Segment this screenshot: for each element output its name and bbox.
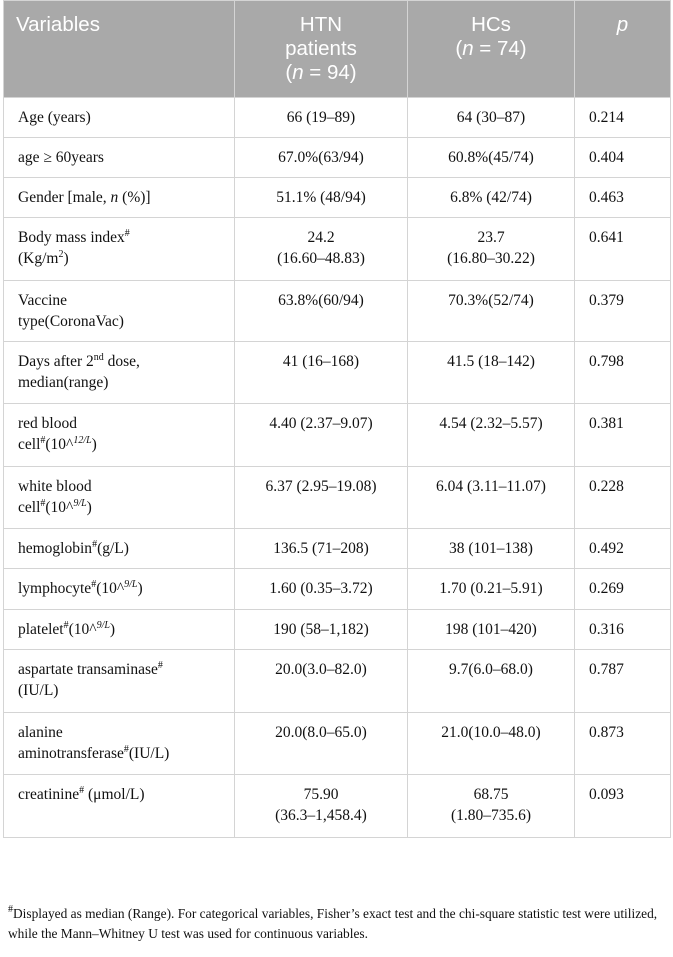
cell-variable-part: Gender [male, — [18, 189, 111, 206]
table-row — [4, 713, 671, 775]
cell-hcs — [408, 775, 575, 838]
cell-p: 0.492 — [575, 529, 671, 569]
cell-p: 0.093 — [575, 775, 671, 838]
cell-superscript: # — [40, 498, 46, 509]
table-row — [4, 178, 671, 218]
cell-htn: 190 (58–1,182) — [235, 610, 408, 650]
header-htn-line2: patients — [285, 37, 357, 60]
cell-superscript: 12/L — [73, 435, 92, 446]
cell-hcs: 64 (30–87) — [408, 98, 575, 138]
cell-p: 0.463 — [575, 178, 671, 218]
cell-variable — [4, 610, 235, 650]
cell-variable-part: alanine — [18, 724, 63, 741]
cell-p: 0.381 — [575, 404, 671, 467]
cell-superscript: 9/L — [124, 579, 138, 590]
header-htn-patients — [235, 1, 408, 98]
table-header — [4, 1, 671, 98]
cell-htn-range: (36.3–1,458.4) — [275, 807, 367, 824]
cell-variable-part: (10^ — [45, 499, 74, 516]
cell-p: 0.641 — [575, 218, 671, 281]
cell-variable-part: median(range) — [18, 374, 109, 391]
cell-hcs: 38 (101–138) — [408, 529, 575, 569]
cell-htn: 66 (19–89) — [235, 98, 408, 138]
header-htn-n-var: n — [292, 61, 304, 84]
table-row — [4, 610, 671, 650]
footnote-mark: # — [8, 904, 13, 915]
table-row — [4, 218, 671, 281]
cell-p: 0.269 — [575, 569, 671, 610]
cell-hcs: 6.8% (42/74) — [408, 178, 575, 218]
cell-hcs: 21.0(10.0–48.0) — [408, 713, 575, 775]
cell-htn: 67.0%(63/94) — [235, 138, 408, 178]
cell-variable-part: lymphocyte — [18, 580, 92, 597]
table-footnote — [8, 904, 670, 944]
cell-hcs: 1.70 (0.21–5.91) — [408, 569, 575, 610]
cell-variable — [4, 650, 235, 713]
cell-variable-part: (IU/L) — [128, 745, 170, 762]
cell-hcs: 70.3%(52/74) — [408, 281, 575, 342]
cell-variable-part: ) — [137, 580, 143, 597]
cell-htn: 51.1% (48/94) — [235, 178, 408, 218]
table-row — [4, 342, 671, 404]
header-row — [4, 1, 671, 98]
table-row — [4, 569, 671, 610]
cell-variable — [4, 775, 235, 838]
cell-variable-part: ) — [86, 499, 92, 516]
cell-htn: 20.0(3.0–82.0) — [235, 650, 408, 713]
cell-variable-part: dose, — [103, 353, 140, 370]
cell-htn: 1.60 (0.35–3.72) — [235, 569, 408, 610]
cell-superscript: # — [63, 620, 69, 631]
cell-variable-italic: n — [110, 189, 119, 206]
cell-variable-part: ) — [109, 621, 116, 638]
header-htn-n-rest: = 94) — [303, 61, 357, 84]
cell-p: 0.787 — [575, 650, 671, 713]
cell-superscript: # — [40, 435, 46, 446]
cell-p: 0.798 — [575, 342, 671, 404]
cell-variable-part: hemoglobin — [18, 540, 93, 557]
cell-hcs-range: (1.80–735.6) — [450, 807, 532, 824]
cell-variable-part: Days after 2 — [18, 353, 94, 370]
cell-variable — [4, 529, 235, 569]
table-row — [4, 404, 671, 467]
cell-htn-range: (16.60–48.83) — [277, 250, 365, 267]
header-p: p — [575, 1, 671, 98]
cell-variable-part: ) — [63, 250, 69, 267]
cell-variable-part: (Kg/m — [18, 250, 59, 267]
cell-variable: Age (years) — [4, 98, 235, 138]
table-row — [4, 650, 671, 713]
cell-variable-part: (g/L) — [97, 540, 129, 557]
cell-variable-part: aminotransferase — [18, 745, 124, 762]
cell-htn: 136.5 (71–208) — [235, 529, 408, 569]
cell-variable-part: Body mass index — [18, 229, 125, 246]
header-htn-n-open: ( — [285, 61, 293, 84]
cell-superscript: 2 — [58, 249, 64, 260]
cell-hcs-median: 23.7 — [477, 229, 505, 246]
cell-variable-part: (10^ — [68, 621, 97, 638]
header-hc-n-var: n — [462, 37, 474, 60]
cell-hcs-median: 68.75 — [473, 786, 509, 803]
cell-superscript: # — [91, 579, 97, 590]
cell-p: 0.404 — [575, 138, 671, 178]
cell-variable — [4, 178, 235, 218]
cell-htn — [235, 775, 408, 838]
cell-superscript: # — [157, 660, 163, 671]
cell-hcs: 198 (101–420) — [408, 610, 575, 650]
cell-variable-part: red blood — [18, 415, 77, 432]
cell-variable: age ≥ 60years — [4, 138, 235, 178]
cell-variable-part: white blood — [18, 478, 92, 495]
cell-variable — [4, 342, 235, 404]
cell-superscript: # — [124, 228, 130, 239]
cell-htn: 6.37 (2.95–19.08) — [235, 467, 408, 529]
cell-hcs: 60.8%(45/74) — [408, 138, 575, 178]
table-row — [4, 281, 671, 342]
cell-variable-part: Vaccine — [18, 292, 68, 309]
cell-htn-median: 75.90 — [303, 786, 339, 803]
table-row — [4, 775, 671, 838]
cell-superscript: 9/L — [73, 498, 87, 509]
cell-variable — [4, 569, 235, 610]
table-row — [4, 529, 671, 569]
cell-p: 0.379 — [575, 281, 671, 342]
cell-variable — [4, 218, 235, 281]
header-hc-n-rest: = 74) — [473, 37, 527, 60]
cell-variable-part: (IU/L) — [18, 682, 59, 699]
cell-hcs: 41.5 (18–142) — [408, 342, 575, 404]
cell-variable-part: creatinine — [18, 786, 80, 803]
cell-superscript: nd — [93, 352, 104, 363]
cell-variable-part: ) — [91, 436, 97, 453]
table-body — [4, 98, 671, 838]
cell-hcs: 6.04 (3.11–11.07) — [408, 467, 575, 529]
cell-variable-part: cell — [18, 499, 41, 516]
cell-variable-part: platelet — [18, 621, 64, 638]
cell-p: 0.214 — [575, 98, 671, 138]
cell-htn: 20.0(8.0–65.0) — [235, 713, 408, 775]
cell-htn: 41 (16–168) — [235, 342, 408, 404]
cell-htn: 4.40 (2.37–9.07) — [235, 404, 408, 467]
cell-superscript: # — [79, 785, 85, 796]
cell-htn-median: 24.2 — [307, 229, 335, 246]
cell-hcs-range: (16.80–30.22) — [447, 250, 535, 267]
cell-superscript: # — [123, 744, 129, 755]
cell-variable-part: (10^ — [96, 580, 125, 597]
cell-variable — [4, 467, 235, 529]
cell-superscript: # — [92, 539, 98, 550]
header-hc-n-open: ( — [455, 37, 463, 60]
cell-hcs — [408, 218, 575, 281]
demographics-table — [3, 0, 671, 838]
cell-htn — [235, 218, 408, 281]
cell-variable-part: (μmol/L) — [84, 786, 145, 803]
cell-variable-part: (10^ — [45, 436, 74, 453]
cell-hcs: 9.7(6.0–68.0) — [408, 650, 575, 713]
cell-variable — [4, 713, 235, 775]
cell-variable-part: type(CoronaVac) — [18, 313, 124, 330]
cell-hcs: 4.54 (2.32–5.57) — [408, 404, 575, 467]
header-variables: Variables — [4, 1, 235, 98]
cell-p: 0.228 — [575, 467, 671, 529]
header-hc-line1: HCs — [471, 13, 511, 36]
table-row — [4, 138, 671, 178]
table-row — [4, 467, 671, 529]
cell-variable-part: (%)] — [118, 189, 151, 206]
cell-variable — [4, 281, 235, 342]
header-hcs — [408, 1, 575, 98]
header-htn-line1: HTN — [299, 13, 343, 36]
cell-p: 0.316 — [575, 610, 671, 650]
table-row — [4, 98, 671, 138]
cell-superscript: 9/L — [96, 620, 110, 631]
cell-variable-part: aspartate transaminase — [18, 661, 158, 678]
cell-p: 0.873 — [575, 713, 671, 775]
cell-htn: 63.8%(60/94) — [235, 281, 408, 342]
cell-variable-part: cell — [18, 436, 41, 453]
cell-variable — [4, 404, 235, 467]
footnote-text: Displayed as median (Range). For categorical variables, Fisher’s exact test and the chi-square statistic test were utilized, while the Mann–Whitney U test was used for continuous variables. — [8, 906, 658, 941]
